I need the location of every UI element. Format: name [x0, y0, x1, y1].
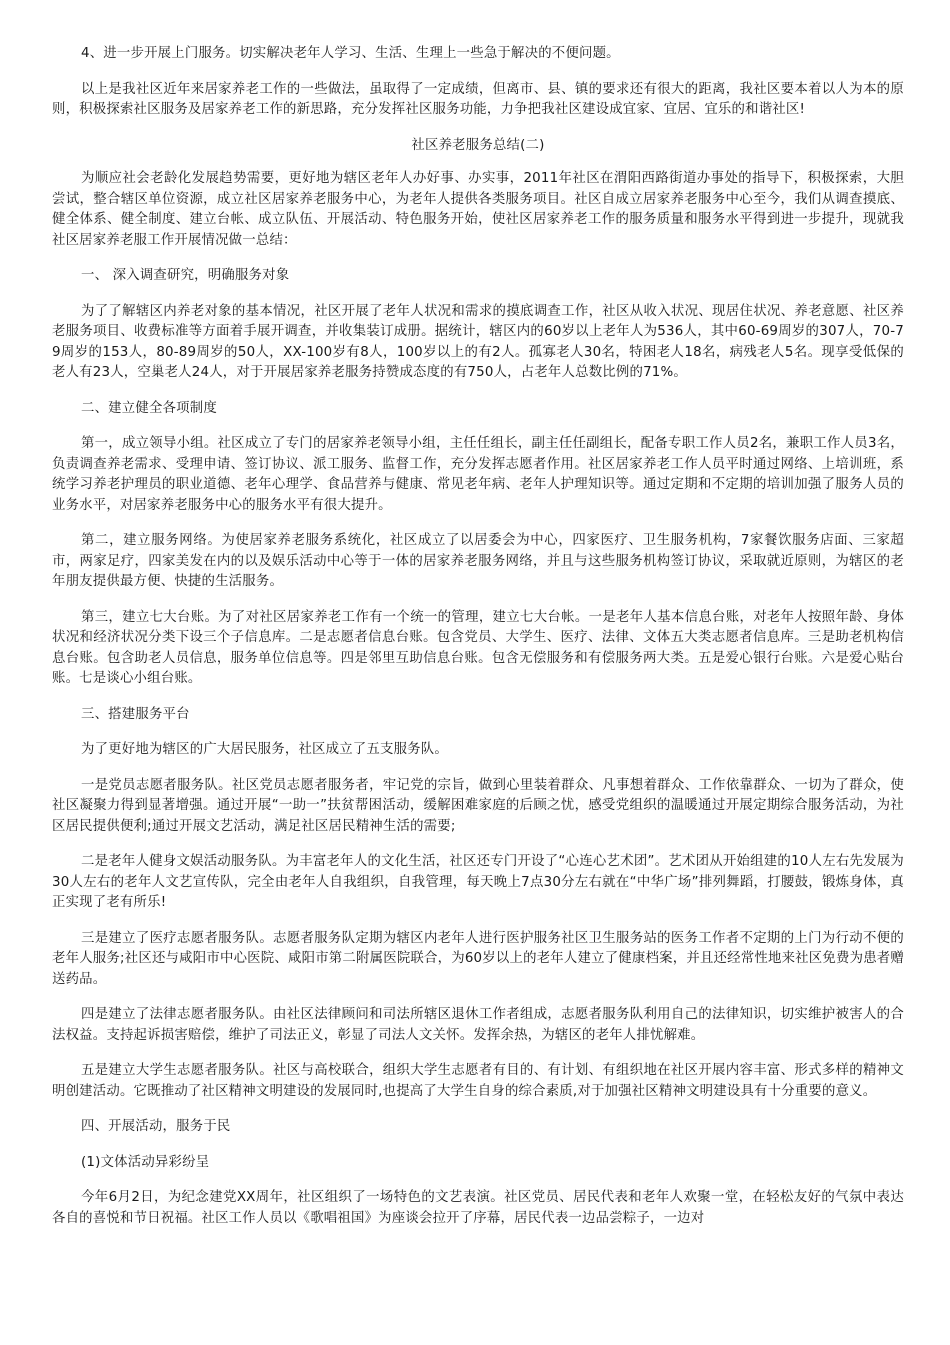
section-heading-2: 二、建立健全各项制度: [81, 400, 217, 416]
paragraph-intro: 为顺应社会老龄化发展趋势需要，更好地为辖区老年人办好事、办实事，2011年社区在渭阳西路街道办事处的指导下，积极探索，大胆尝试，整合辖区单位资源，成立社区居家养老服务中心，为老年人提供各类服务项目。社区自成立居家养老服务中心至今，我们从调查摸底、健全体系、健全制度、建立台帐、成立队伍、开展活动、特色服务开始，使社区居家养老工作的服务质量和服务水平得到进一步提升，现就我社区居家养老服工作开展情况做一总结：: [52, 171, 904, 248]
paragraph-party-volunteers: 一是党员志愿者服务队。社区党员志愿者服务者，牢记党的宗旨，做到心里装着群众、凡事想着群众、工作依靠群众、一切为了群众，使社区凝聚力得到显著增强。通过开展“一助一”扶贫帮困活动，缓解困难家庭的后顾之忧，感受党组织的温暖通过开展定期综合服务活动，为社区居民提供便利;通过开展文艺活动，满足社区居民精神生活的需要;: [52, 777, 904, 834]
paragraph-summary-closing: 以上是我社区近年来居家养老工作的一些做法，虽取得了一定成绩，但离市、县、镇的要求还有很大的距离，我社区要本着以人为本的原则，积极探索社区服务及居家养老工作的新思路，充分发挥社区服务功能，力争把我社区建设成宜家、宜居、宜乐的和谐社区!: [52, 81, 904, 117]
document-title: 社区养老服务总结(二): [411, 137, 545, 153]
paragraph-leadership-group: 第一，成立领导小组。社区成立了专门的居家养老领导小组，主任任组长，副主任任副组长，配备专职工作人员2名，兼职工作人员3名，负责调查养老需求、受理申请、签订协议、派工服务、监督工作，充分发挥志愿者作用。社区居家养老工作人员平时通过网络、上培训班，系统学习养老护理员的职业道德、老年心理学、食品营养与健康、常见老年病、老年人护理知识等。通过定期和不定期的培训加强了服务人员的业务水平，对居家养老服务中心的服务水平有很大提升。: [52, 436, 904, 513]
paragraph-item-4: 4、进一步开展上门服务。切实解决老年人学习、生活、生理上一些急于解决的不便问题。: [81, 46, 620, 61]
paragraph-seven-ledgers: 第三，建立七大台账。为了对社区居家养老工作有一个统一的管理，建立七大台帐。一是老年人基本信息台账，对老年人按照年龄、身体状况和经济状况分类下设三个子信息库。二是志愿者信息台账。包含党员、大学生、医疗、法律、文体五大类志愿者信息库。三是助老机构信息台账。包含助老人员信息，服务单位信息等。四是邻里互助信息台账。包含无偿服务和有偿服务两大类。五是爱心银行台账。六是爱心贴台账。七是谈心小组台账。: [52, 609, 904, 686]
paragraph-student-team: 五是建立大学生志愿者服务队。社区与高校联合，组织大学生志愿者有目的、有计划、有组织地在社区开展内容丰富、形式多样的精神文明创建活动。它既推动了社区精神文明建设的发展同时,也提高了大学生自身的综合素质,对于加强社区精神文明建设具有十分重要的意义。: [52, 1063, 904, 1099]
paragraph-survey: 为了了解辖区内养老对象的基本情况，社区开展了老年人状况和需求的摸底调查工作，社区从收入状况、现居住状况、养老意愿、社区养老服务项目、收费标准等方面着手展开调查，并收集装订成册。据统计，辖区内的60岁以上老年人为536人，其中60-69周岁的307人，70-79周岁的153人，80-89周岁的50人，XX-100岁有8人，100岁以上的有2人。孤寡老人30名，特困老人18名，病残老人5名。现享受低保的老人有23人，空巢老人24人，对于开展居家养老服务持赞成态度的有750人，占老年人总数比例的71%。: [52, 303, 904, 380]
section-heading-3: 三、搭建服务平台: [81, 706, 190, 722]
paragraph-medical-team: 三是建立了医疗志愿者服务队。志愿者服务队定期为辖区内老年人进行医护服务社区卫生服务站的医务工作者不定期的上门为行动不便的老年人服务;社区还与咸阳市中心医院、咸阳市第二附属医院联合，为60岁以上的老年人建立了健康档案，并且还经常性地来社区免费为患者赠送药品。: [52, 930, 904, 987]
subsection-heading-1: (1)文体活动异彩纷呈: [81, 1154, 210, 1170]
section-heading-1: 一、 深入调查研究，明确服务对象: [81, 268, 290, 283]
paragraph-five-teams: 为了更好地为辖区的广大居民服务，社区成立了五支服务队。: [81, 742, 448, 757]
section-heading-4: 四、开展活动，服务于民: [81, 1119, 231, 1134]
paragraph-service-network: 第二，建立服务网络。为使居家养老服务系统化，社区成立了以居委会为中心，四家医疗、卫生服务机构，7家餐饮服务店面、三家超市，两家足疗，四家美发在内的以及娱乐活动中心等于一体的居家养老服务网络，并且与这些服务机构签订协议，采取就近原则，为辖区的老年朋友提供最方便、快捷的生活服务。: [52, 533, 904, 589]
paragraph-legal-team: 四是建立了法律志愿者服务队。由社区法律顾问和司法所辖区退休工作者组成，志愿者服务队利用自己的法律知识，切实维护被害人的合法权益。支持起诉损害赔偿，维护了司法正义，彰显了司法人文关怀。发挥余热，为辖区的老年人排忧解难。: [52, 1007, 904, 1043]
paragraph-fitness-team: 二是老年人健身文娱活动服务队。为丰富老年人的文化生活，社区还专门开设了“心连心艺术团”。艺术团从开始组建的10人左右先发展为30人左右的老年人文艺宣传队，完全由老年人自我组织，自我管理，每天晚上7点30分左右就在“中华广场”排列舞蹈，打腰鼓，锻炼身体，真正实现了老有所乐!: [52, 854, 904, 910]
document-page: [52, 44, 904, 1244]
paragraph-cultural-event: 今年6月2日，为纪念建党XX周年，社区组织了一场特色的文艺表演。社区党员、居民代表和老年人欢聚一堂，在轻松友好的气氛中表达各自的喜悦和节日祝福。社区工作人员以《歌唱祖国》为座谈会拉开了序幕，居民代表一边品尝粽子，一边对: [52, 1190, 904, 1226]
